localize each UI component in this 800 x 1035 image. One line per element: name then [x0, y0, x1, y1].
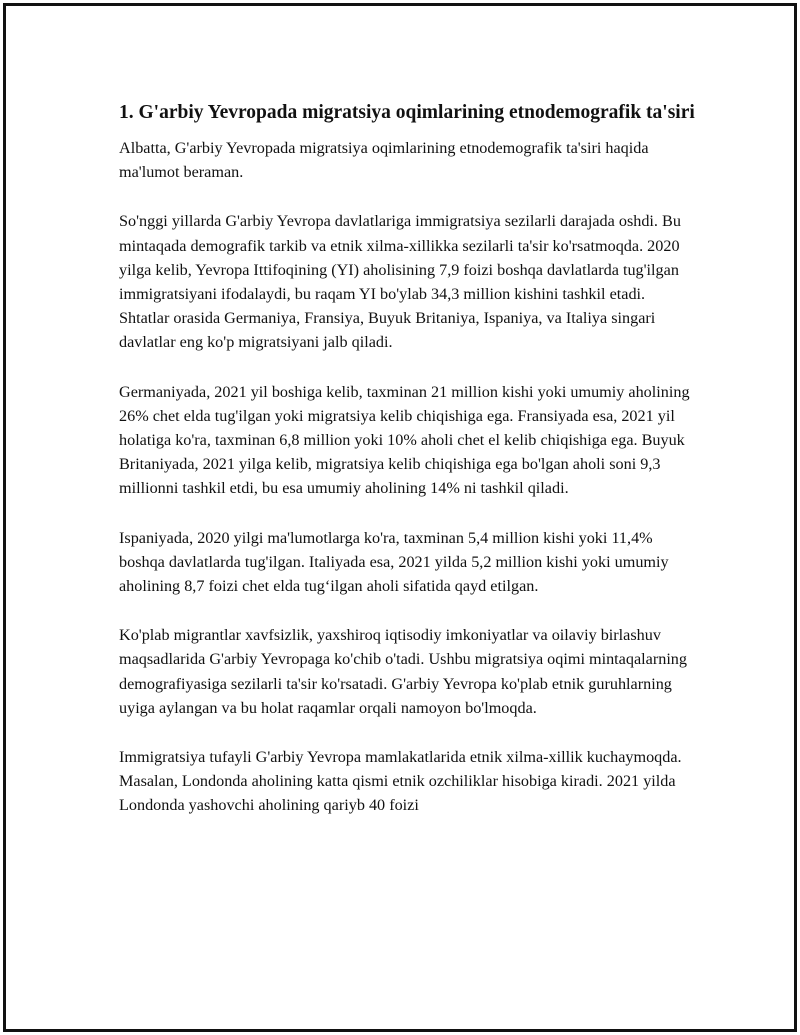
paragraph-intro: Albatta, G'arbiy Yevropada migratsiya oqimlarining etnodemografik ta'siri haqida ma'lumot beraman. [119, 139, 649, 182]
paragraph-germany-france-uk: Germaniyada, 2021 yil boshiga kelib, taxminan 21 million kishi yoki umumiy aholining 26% chet elda tug'ilgan yoki migratsiya kelib chiqishiga ega. Fransiyada esa, 2021 yil holatiga ko'ra, taxminan 6,8 million yoki 10% aholi chet el kelib chiqishiga ega. Buyuk Britaniyada, 2021 yilga kelib, migratsiya kelib chiqishiga ega bo'lgan aholi soni 9,3 millionni tashkil etdi, bu esa umumiy aholining 14% ni tashkil qiladi. [119, 382, 690, 498]
paragraph-ethnic-diversity: Immigratsiya tufayli G'arbiy Yevropa mamlakatlarida etnik xilma-xillik kuchaymoqda. Masalan, Londonda aholining katta qismi etnik ozchiliklar hisobiga kiradi. 2021 yilda Londonda yashovchi aholining qariyb 40 foizi [119, 748, 682, 815]
paragraph-eu-immigration: So'nggi yillarda G'arbiy Yevropa davlatlariga immigratsiya sezilarli darajada oshdi. Bu mintaqada demografik tarkib va etnik xilma-xillikka sezilarli ta'sir ko'rsatmoqda. 2020 yilga kelib, Yevropa Ittifoqining (YI) aholisining 7,9 foizi boshqa davlatlarda tug'ilgan immigratsiyani ifodalaydi, bu raqam YI bo'ylab 34,3 million kishini tashkil etadi. Shtatlar orasida Germaniya, Fransiya, Buyuk Britaniya, Ispaniya, va Italiya singari davlatlar eng ko'p migratsiyani jalb qiladi. [119, 212, 681, 352]
document-body [119, 100, 699, 843]
document-heading: 1. G'arbiy Yevropada migratsiya oqimlarining etnodemografik ta'siri [119, 102, 695, 123]
paragraph-spain-italy: Ispaniyada, 2020 yilgi ma'lumotlarga ko'ra, taxminan 5,4 million kishi yoki 11,4% boshqa davlatlarda tug'ilgan. Italiyada esa, 2021 yilda 5,2 million kishi yoki umumiy aholining 8,7 foizi chet elda tug‘ilgan aholi sifatida qayd etilgan. [119, 528, 669, 596]
page-frame [3, 3, 797, 1032]
paragraph-migrant-motives: Ko'plab migrantlar xavfsizlik, yaxshiroq iqtisodiy imkoniyatlar va oilaviy birlashuv maqsadlarida G'arbiy Yevropaga ko'chib o'tadi. Ushbu migratsiya oqimi mintaqalarning demografiyasiga sezilarli ta'sir ko'rsatadi. G'arbiy Yevropa ko'plab etnik guruhlarning uyiga aylangan va bu holat raqamlar orqali namoyon bo'lmoqda. [119, 626, 687, 717]
